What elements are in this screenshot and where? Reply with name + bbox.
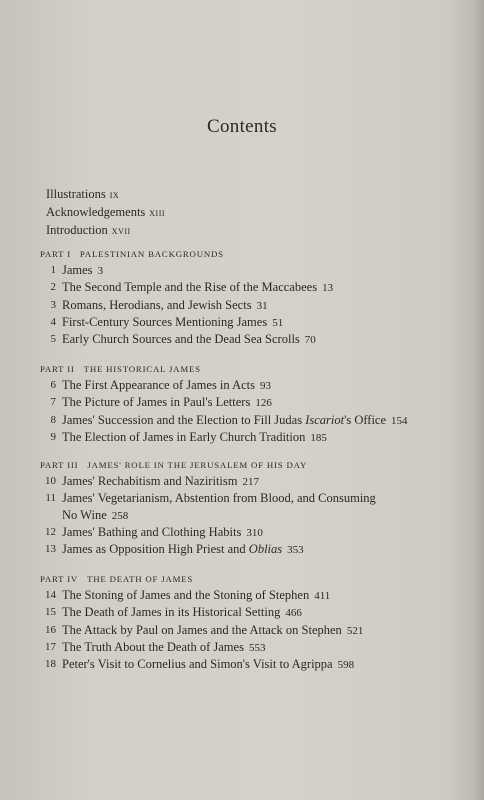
chapter-page-number: 13 — [322, 282, 334, 295]
front-matter-entry — [46, 204, 165, 222]
chapter-title-end: 's Office — [344, 412, 387, 427]
chapter-entry — [40, 473, 460, 490]
part-heading — [40, 364, 460, 374]
part-heading — [40, 249, 460, 259]
entry-page-number: xiii — [149, 207, 166, 219]
chapter-title: First-Century Sources Mentioning James — [62, 314, 268, 329]
chapter-page-number: 553 — [248, 641, 266, 654]
entry-title: Illustrations — [46, 187, 106, 201]
page-title: Contents — [207, 116, 277, 137]
chapter-entry — [40, 604, 460, 621]
chapter-page-number: 3 — [97, 265, 104, 277]
entry-page-number: ix — [109, 189, 120, 201]
chapter-number: 18 — [45, 658, 56, 671]
chapter-number: 6 — [50, 379, 56, 391]
entry-title: Acknowledgements — [46, 205, 146, 219]
chapter-title-italic: Oblias — [248, 542, 283, 557]
chapter-title: The Attack by Paul on James and the Attack on Stephen — [62, 622, 342, 637]
chapter-number: 9 — [50, 430, 56, 443]
chapter-page-number: 521 — [346, 624, 364, 637]
chapter-entry — [40, 622, 460, 639]
front-matter-entry — [46, 222, 165, 240]
chapter-number: 3 — [50, 298, 56, 311]
chapter-title: James' Rechabitism and Naziritism — [62, 474, 238, 488]
part-title: JAMES' ROLE IN THE JERUSALEM OF HIS DAY — [87, 460, 308, 470]
chapter-page-number: 51 — [272, 316, 284, 329]
chapter-entry — [40, 429, 460, 446]
chapter-title: Romans, Herodians, and Jewish Sects — [62, 297, 252, 312]
chapter-entry — [40, 412, 460, 429]
chapter-title: James — [62, 263, 93, 277]
chapter-number: 2 — [50, 281, 56, 294]
part-title: THE DEATH OF JAMES — [87, 574, 194, 584]
chapter-number: 1 — [50, 264, 56, 276]
chapter-page-number: 353 — [287, 544, 304, 557]
chapter-page-number: 258 — [111, 509, 129, 522]
chapter-title: James' Vegetarianism, Abstention from Blood, and Consuming — [62, 491, 376, 506]
chapter-title: The Election of James in Early Church Tradition — [62, 429, 306, 444]
chapter-title: Peter's Visit to Cornelius and Simon's Visit to Agrippa — [62, 657, 333, 672]
chapter-entry — [40, 541, 460, 558]
part-title: THE HISTORICAL JAMES — [83, 364, 201, 374]
chapter-entry — [40, 331, 460, 348]
chapter-entry — [40, 639, 460, 656]
chapter-title: Early Church Sources and the Dead Sea Scrolls — [62, 332, 300, 347]
chapter-title: The Stoning of James and the Stoning of Stephen — [62, 588, 310, 602]
chapter-page-number: 93 — [260, 380, 272, 392]
part-label: PART II — [40, 364, 75, 374]
chapter-title-italic: Iscariot — [305, 412, 345, 427]
chapter-entry — [40, 262, 460, 279]
chapter-page-number: 185 — [310, 431, 327, 444]
chapter-page-number: 31 — [256, 299, 268, 312]
chapter-title: The Second Temple and the Rise of the Maccabees — [62, 280, 318, 295]
chapter-number: 14 — [45, 589, 56, 601]
part-section — [40, 460, 460, 558]
chapter-number: 16 — [45, 623, 56, 636]
part-heading — [40, 574, 460, 584]
chapter-title: James' Bathing and Clothing Habits — [62, 524, 242, 539]
front-matter-list — [46, 186, 165, 240]
chapter-title: James' Succession and the Election to Fill Judas — [62, 412, 306, 427]
chapter-entry — [40, 490, 460, 524]
part-label: PART IV — [40, 574, 79, 584]
chapter-title: The Death of James in its Historical Setting — [62, 605, 281, 620]
chapter-entry — [40, 297, 460, 314]
chapter-number: 10 — [45, 475, 56, 487]
chapter-entry — [40, 394, 460, 411]
chapter-title: James as Opposition High Priest and — [62, 542, 249, 557]
chapter-entry — [40, 314, 460, 331]
chapter-title-continued: No Wine — [62, 507, 107, 522]
part-label: PART I — [40, 249, 71, 259]
part-section — [40, 364, 460, 446]
chapter-page-number: 411 — [314, 590, 331, 602]
chapter-entry — [40, 524, 460, 541]
chapter-title: The First Appearance of James in Acts — [62, 378, 256, 392]
chapter-number: 12 — [45, 525, 56, 538]
chapter-number: 11 — [45, 492, 56, 505]
part-section — [40, 574, 460, 673]
chapter-number: 5 — [50, 333, 56, 346]
entry-page-number: xvii — [111, 225, 131, 237]
chapter-entry — [40, 279, 460, 296]
chapter-title: The Truth About the Death of James — [62, 639, 244, 654]
chapter-entry — [40, 587, 460, 604]
chapter-number: 15 — [45, 606, 56, 619]
chapter-number: 17 — [45, 640, 56, 653]
part-heading — [40, 460, 460, 470]
chapter-entry — [40, 656, 460, 673]
part-label: PART III — [40, 460, 79, 470]
chapter-title: The Picture of James in Paul's Letters — [62, 395, 251, 410]
chapter-entry — [40, 377, 460, 394]
chapter-number: 8 — [50, 413, 56, 426]
part-section — [40, 249, 460, 348]
chapter-page-number: 598 — [337, 659, 355, 672]
chapter-page-number: 126 — [255, 397, 272, 410]
part-title: PALESTINIAN BACKGROUNDS — [79, 249, 224, 259]
chapter-page-number: 466 — [285, 607, 302, 620]
chapter-number: 13 — [45, 543, 56, 556]
chapter-page-number: 70 — [304, 334, 316, 347]
chapter-page-number: 154 — [391, 414, 408, 427]
chapter-number: 7 — [50, 396, 56, 409]
chapter-number: 4 — [50, 315, 56, 328]
front-matter-entry — [46, 186, 165, 204]
entry-title: Introduction — [46, 223, 108, 237]
chapter-page-number: 310 — [246, 526, 263, 539]
chapter-page-number: 217 — [242, 476, 259, 488]
